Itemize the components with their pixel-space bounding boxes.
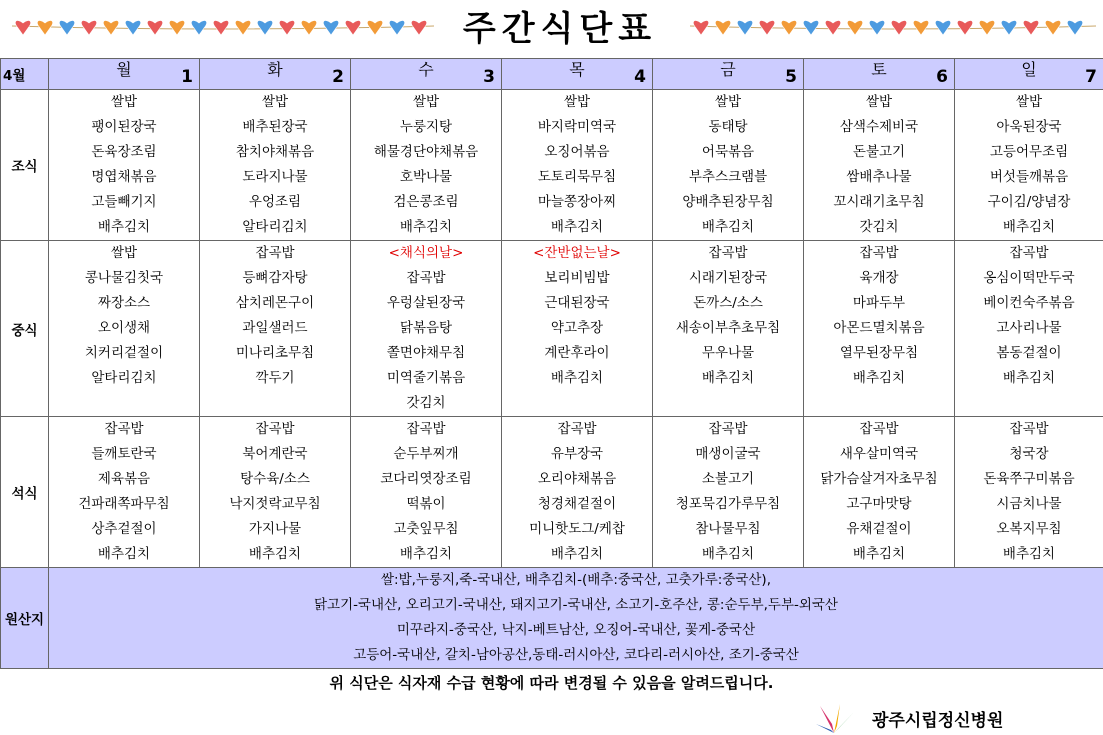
menu-item: 마늘쫑장아찌 — [537, 194, 617, 210]
meal-cell — [653, 90, 804, 241]
meal-cell — [49, 90, 200, 241]
day-name: 일 — [1021, 60, 1037, 79]
menu-item: 낙지젓락교무침 — [229, 496, 321, 512]
heart-icon — [957, 21, 972, 35]
day-header-5 — [653, 59, 804, 90]
menu-item: 마파두부 — [852, 295, 906, 311]
menu-item: 매생이굴국 — [695, 446, 761, 462]
meal-cell — [955, 417, 1103, 568]
menu-item: 새우살미역국 — [839, 446, 919, 462]
menu-item: 참치야채볶음 — [235, 144, 315, 160]
menu-item: 봄동겉절이 — [996, 345, 1062, 361]
menu-item: 누룽지탕 — [399, 119, 453, 135]
heart-icon — [257, 21, 272, 35]
menu-item: 청포묵김가루무침 — [675, 496, 781, 512]
menu-item: 청경채겉절이 — [537, 496, 617, 512]
menu-item: 우엉조림 — [248, 194, 302, 210]
menu-item: 버섯들깨볶음 — [989, 169, 1069, 185]
heart-icon — [301, 21, 316, 35]
menu-item: 베이컨숙주볶음 — [983, 295, 1075, 311]
meal-row — [1, 90, 1103, 241]
menu-item: 배추김치 — [399, 219, 453, 235]
heart-garland-icon — [690, 18, 1096, 42]
heart-icon — [737, 21, 752, 35]
menu-item: 북어계란국 — [242, 446, 308, 462]
day-name: 목 — [569, 60, 585, 79]
menu-item: <잔반없는날> — [533, 245, 621, 261]
header — [0, 0, 1103, 58]
menu-item: 쌀밥 — [110, 245, 138, 261]
heart-icon — [693, 21, 708, 35]
menu-item: 깍두기 — [255, 370, 295, 386]
day-number: 7 — [1085, 67, 1097, 87]
heart-icon — [169, 21, 184, 35]
hospital-signature — [810, 700, 1100, 735]
origin-text — [49, 568, 1103, 669]
menu-item: 어묵볶음 — [701, 144, 755, 160]
meal-cell — [351, 417, 502, 568]
menu-item: 배추김치 — [550, 546, 604, 562]
origin-line: 쌀:밥,누룽지,죽-국내산, 배추김치-(배추:중국산, 고춧가루:중국산), — [381, 572, 771, 588]
day-number: 5 — [785, 67, 797, 87]
day-name: 화 — [267, 60, 283, 79]
menu-item: 보리비빔밥 — [544, 270, 610, 286]
menu-item: 배추김치 — [852, 370, 906, 386]
menu-item: 잡곡밥 — [255, 421, 295, 437]
heart-icon — [59, 21, 74, 35]
day-header-4 — [502, 59, 653, 90]
day-number: 4 — [634, 67, 646, 87]
menu-item: 알타리김치 — [91, 370, 157, 386]
menu-item: 미나리초무침 — [235, 345, 315, 361]
origin-line: 고등어-국내산, 갈치-남아공산,동태-러시아산, 코다리-러시아산, 조기-중국산 — [353, 647, 799, 663]
meal-label: 조식 — [1, 90, 49, 241]
heart-icon — [367, 21, 382, 35]
day-name: 금 — [720, 60, 736, 79]
heart-icon — [979, 21, 994, 35]
menu-item: 미역줄기볶음 — [386, 370, 466, 386]
meal-cell — [804, 241, 955, 417]
meal-label: 석식 — [1, 417, 49, 568]
heart-icon — [715, 21, 730, 35]
menu-item: 배추된장국 — [242, 119, 308, 135]
heart-icon — [781, 21, 796, 35]
menu-item: 부추스크램블 — [688, 169, 768, 185]
menu-item: 코다리엿장조림 — [380, 471, 472, 487]
menu-item: 아몬드멸치볶음 — [833, 320, 925, 336]
menu-item: 잡곡밥 — [708, 245, 748, 261]
heart-icon — [891, 21, 906, 35]
day-header-2 — [200, 59, 351, 90]
menu-item: 순두부찌개 — [393, 446, 459, 462]
menu-item: 갓김치 — [859, 219, 899, 235]
heart-icon — [847, 21, 862, 35]
heart-icon — [759, 21, 774, 35]
menu-item: 육개장 — [859, 270, 899, 286]
day-header-row — [1, 59, 1103, 90]
menu-item: 배추김치 — [701, 219, 755, 235]
menu-item: 등뼈감자탕 — [242, 270, 308, 286]
menu-item: 배추김치 — [852, 546, 906, 562]
menu-item: 쌀밥 — [563, 94, 591, 110]
menu-item: 닭가슴살겨자초무침 — [820, 471, 938, 487]
menu-item: 배추김치 — [550, 219, 604, 235]
meal-cell — [200, 90, 351, 241]
menu-item: 구이김/양념장 — [987, 194, 1071, 210]
menu-item: 잡곡밥 — [1009, 421, 1049, 437]
menu-item: 오리야채볶음 — [537, 471, 617, 487]
menu-item: 떡볶이 — [406, 496, 446, 512]
menu-item: 고구마맛탕 — [846, 496, 912, 512]
menu-item: 양배추된장무침 — [682, 194, 774, 210]
menu-item: 오징어볶음 — [544, 144, 610, 160]
meal-cell — [955, 90, 1103, 241]
heart-icon — [825, 21, 840, 35]
menu-item: 배추김치 — [701, 546, 755, 562]
menu-item: 쌀밥 — [261, 94, 289, 110]
menu-item: 배추김치 — [550, 370, 604, 386]
menu-item: 돈육장조림 — [91, 144, 157, 160]
menu-item: 소불고기 — [701, 471, 755, 487]
menu-item: 우렁살된장국 — [386, 295, 466, 311]
notice-text: 위 식단은 식자재 수급 현황에 따라 변경될 수 있음을 알려드립니다. — [329, 674, 774, 692]
menu-item: 잡곡밥 — [255, 245, 295, 261]
menu-item: 새송이부추초무침 — [675, 320, 781, 336]
menu-item: 옹심이떡만두국 — [983, 270, 1075, 286]
meal-cell — [49, 417, 200, 568]
heart-icon — [37, 21, 52, 35]
menu-item: 배추김치 — [97, 546, 151, 562]
meal-cell — [502, 417, 653, 568]
menu-item: 돈육쭈구미볶음 — [983, 471, 1075, 487]
heart-icon — [803, 21, 818, 35]
menu-item: 삼치레몬구이 — [235, 295, 315, 311]
menu-item: 쌀밥 — [1015, 94, 1043, 110]
heart-icon — [235, 21, 250, 35]
heart-icon — [15, 21, 30, 35]
menu-item: 해물경단야채볶음 — [373, 144, 479, 160]
heart-icon — [279, 21, 294, 35]
hospital-logo-icon — [810, 700, 860, 735]
menu-item: 고사리나물 — [996, 320, 1062, 336]
menu-item: 배추김치 — [1002, 370, 1056, 386]
menu-item: 배추김치 — [248, 546, 302, 562]
meal-cell — [200, 241, 351, 417]
day-header-3 — [351, 59, 502, 90]
heart-icon — [1001, 21, 1016, 35]
menu-item: 돈불고기 — [852, 144, 906, 160]
meal-cell — [653, 241, 804, 417]
meal-row — [1, 417, 1103, 568]
menu-item: 잡곡밥 — [708, 421, 748, 437]
day-header-6 — [804, 59, 955, 90]
menu-item: 유채겉절이 — [846, 521, 912, 537]
meal-cell — [804, 417, 955, 568]
menu-item: 가지나물 — [248, 521, 302, 537]
day-number: 3 — [483, 67, 495, 87]
menu-item: <채식의날> — [388, 245, 464, 261]
menu-item: 들깨토란국 — [91, 446, 157, 462]
heart-icon — [411, 21, 426, 35]
meal-cell — [653, 417, 804, 568]
heart-icon — [191, 21, 206, 35]
day-name: 수 — [418, 60, 434, 79]
menu-item: 갓김치 — [406, 395, 446, 411]
heart-icon — [147, 21, 162, 35]
menu-item: 돈까스/소스 — [693, 295, 763, 311]
day-header-7 — [955, 59, 1103, 90]
menu-item: 오복지무침 — [996, 521, 1062, 537]
menu-item: 짜장소스 — [97, 295, 151, 311]
menu-item: 시금치나물 — [996, 496, 1062, 512]
menu-item: 꼬시래기초무침 — [833, 194, 925, 210]
menu-item: 잡곡밥 — [557, 421, 597, 437]
meal-label: 중식 — [1, 241, 49, 417]
menu-item: 건파래쪽파무침 — [78, 496, 170, 512]
menu-item: 약고추장 — [550, 320, 604, 336]
menu-item: 쌀밥 — [714, 94, 742, 110]
menu-item: 쌈배추나물 — [846, 169, 912, 185]
menu-item: 삼색수제비국 — [839, 119, 919, 135]
menu-item: 치커리겉절이 — [84, 345, 164, 361]
menu-item: 배추김치 — [701, 370, 755, 386]
heart-icon — [213, 21, 228, 35]
meal-cell — [955, 241, 1103, 417]
menu-item: 제육볶음 — [97, 471, 151, 487]
heart-icon — [345, 21, 360, 35]
menu-item: 고춧잎무침 — [393, 521, 459, 537]
heart-icon — [125, 21, 140, 35]
page-title: 주간식단표 — [462, 9, 658, 49]
menu-item: 쫄면야채무침 — [386, 345, 466, 361]
heart-icon — [81, 21, 96, 35]
meal-cell — [49, 241, 200, 417]
menu-item: 콩나물김칫국 — [84, 270, 164, 286]
meal-cell — [502, 241, 653, 417]
day-header-1 — [49, 59, 200, 90]
menu-item: 닭볶음탕 — [399, 320, 453, 336]
menu-item: 명엽채볶음 — [91, 169, 157, 185]
day-name: 토 — [871, 60, 887, 79]
menu-item: 도라지나물 — [242, 169, 308, 185]
day-number: 2 — [332, 67, 344, 87]
menu-item: 오이생채 — [97, 320, 151, 336]
heart-garland-icon — [12, 18, 434, 42]
menu-item: 잡곡밥 — [104, 421, 144, 437]
menu-item: 배추김치 — [97, 219, 151, 235]
menu-item: 배추김치 — [1002, 219, 1056, 235]
menu-item: 미니핫도그/케찹 — [529, 521, 625, 537]
menu-item: 과일샐러드 — [242, 320, 308, 336]
menu-item: 쌀밥 — [412, 94, 440, 110]
menu-item: 청국장 — [1009, 446, 1049, 462]
hospital-name: 광주시립정신병원 — [872, 711, 1004, 731]
menu-item: 참나물무침 — [695, 521, 761, 537]
meal-cell — [351, 241, 502, 417]
menu-item: 배추김치 — [1002, 546, 1056, 562]
origin-line: 닭고기-국내산, 오리고기-국내산, 돼지고기-국내산, 소고기-호주산, 콩:순두부,두부-외국산 — [314, 597, 838, 613]
menu-item: 잡곡밥 — [1009, 245, 1049, 261]
heart-icon — [935, 21, 950, 35]
menu-item: 팽이된장국 — [91, 119, 157, 135]
heart-icon — [1067, 21, 1082, 35]
menu-item: 잡곡밥 — [406, 270, 446, 286]
menu-item: 근대된장국 — [544, 295, 610, 311]
meal-cell — [351, 90, 502, 241]
day-number: 6 — [936, 67, 948, 87]
menu-item: 탕수육/소스 — [240, 471, 310, 487]
origin-label: 원산지 — [1, 568, 49, 669]
menu-table — [0, 58, 1103, 669]
menu-item: 검은콩조림 — [393, 194, 459, 210]
menu-item: 쌀밥 — [865, 94, 893, 110]
meal-cell — [502, 90, 653, 241]
origin-line: 미꾸라지-중국산, 낙지-베트남산, 오징어-국내산, 꽃게-중국산 — [396, 622, 756, 638]
heart-icon — [913, 21, 928, 35]
menu-item: 유부장국 — [550, 446, 604, 462]
heart-icon — [1045, 21, 1060, 35]
menu-item: 잡곡밥 — [859, 421, 899, 437]
menu-item: 상추겉절이 — [91, 521, 157, 537]
origin-row — [1, 568, 1103, 669]
heart-icon — [323, 21, 338, 35]
heart-icon — [1023, 21, 1038, 35]
menu-item: 계란후라이 — [544, 345, 610, 361]
menu-item: 쌀밥 — [110, 94, 138, 110]
month-label: 4월 — [1, 59, 49, 90]
menu-item: 배추김치 — [399, 546, 453, 562]
menu-item: 고들빼기지 — [91, 194, 157, 210]
menu-item: 열무된장무침 — [839, 345, 919, 361]
heart-icon — [103, 21, 118, 35]
menu-item: 바지락미역국 — [537, 119, 617, 135]
heart-icon — [389, 21, 404, 35]
menu-item: 아욱된장국 — [996, 119, 1062, 135]
day-name: 월 — [116, 60, 132, 79]
menu-item: 잡곡밥 — [406, 421, 446, 437]
menu-item: 알타리김치 — [242, 219, 308, 235]
meal-cell — [200, 417, 351, 568]
menu-item: 동태탕 — [708, 119, 748, 135]
menu-item: 고등어무조림 — [989, 144, 1069, 160]
menu-item: 잡곡밥 — [859, 245, 899, 261]
meal-cell — [804, 90, 955, 241]
menu-item: 호박나물 — [399, 169, 453, 185]
meal-row — [1, 241, 1103, 417]
day-number: 1 — [181, 67, 193, 87]
menu-item: 도토리묵무침 — [537, 169, 617, 185]
heart-icon — [869, 21, 884, 35]
menu-item: 시래기된장국 — [688, 270, 768, 286]
menu-item: 무우나물 — [701, 345, 755, 361]
